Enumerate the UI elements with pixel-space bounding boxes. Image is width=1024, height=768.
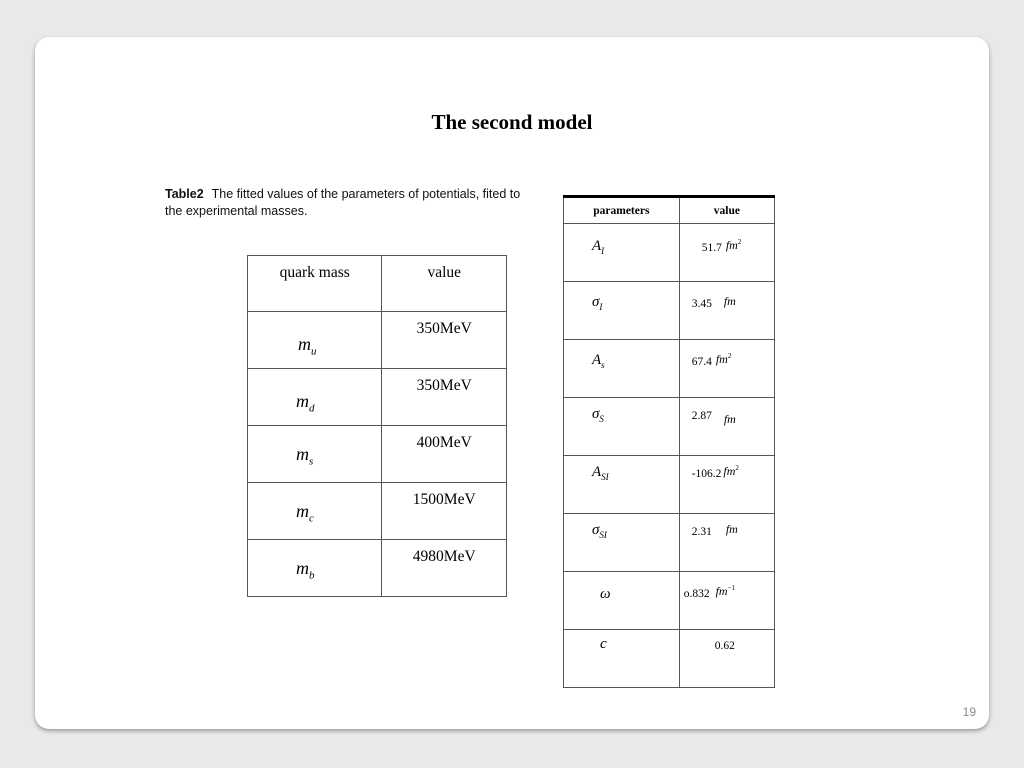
quark-symbol: $m_s$ xyxy=(296,444,314,468)
page-number: 19 xyxy=(962,705,976,719)
parameters-table xyxy=(563,195,775,688)
param-symbol: $\sigma_S$ xyxy=(592,406,604,424)
table-row xyxy=(564,340,775,398)
quark-value: 4980MeV xyxy=(412,548,476,565)
quark-symbol: $m_c$ xyxy=(296,501,314,525)
param-symbol: ω xyxy=(600,586,611,602)
table-row xyxy=(564,224,775,282)
param-symbol: $A_I$ xyxy=(592,238,605,256)
slide xyxy=(35,37,989,729)
quark-symbol: $m_u$ xyxy=(298,334,317,358)
table-row xyxy=(248,483,507,540)
slide-title: The second model xyxy=(431,110,593,134)
table-row xyxy=(564,572,775,630)
param-value: 51.7 $fm^2$ xyxy=(701,238,742,254)
param-symbol: c xyxy=(600,636,607,652)
table-header-row xyxy=(248,256,507,312)
param-symbol: $\sigma_{SI}$ xyxy=(592,522,607,540)
table-caption xyxy=(165,186,535,220)
table-row xyxy=(248,426,507,483)
param-value: 2.87 fm xyxy=(691,410,736,426)
param-value: 3.45 fm xyxy=(691,294,736,310)
quark-mass-table xyxy=(247,255,507,597)
header-value: value xyxy=(382,256,507,312)
param-value: o.832 $fm^{-1}$ xyxy=(683,584,736,600)
quark-value: 350MeV xyxy=(416,377,472,394)
table-row xyxy=(564,398,775,456)
quark-symbol: $m_b$ xyxy=(296,558,315,582)
caption-label: Table2 xyxy=(165,187,204,201)
table-row xyxy=(564,630,775,688)
table-header-row xyxy=(564,197,775,224)
quark-value: 400MeV xyxy=(416,434,472,451)
quark-value: 1500MeV xyxy=(412,491,476,508)
header-quark-mass: quark mass xyxy=(248,256,382,312)
param-value: -106.2 $fm^2$ xyxy=(691,464,739,480)
quark-value: 350MeV xyxy=(416,320,472,337)
table-row xyxy=(564,514,775,572)
param-value: 0.62 xyxy=(714,640,735,652)
header-value: value xyxy=(679,197,774,224)
table-row xyxy=(564,282,775,340)
param-value: 2.31 fm xyxy=(691,522,738,538)
caption-text: The fitted values of the parameters of potentials, fited to the experimental masses. xyxy=(165,187,521,218)
header-parameters: parameters xyxy=(564,197,680,224)
param-symbol: $\sigma_I$ xyxy=(592,294,603,312)
table-row xyxy=(248,312,507,369)
param-symbol: $A_s$ xyxy=(592,352,605,370)
table-row xyxy=(564,456,775,514)
param-symbol: $A_{SI}$ xyxy=(592,464,609,482)
table-row xyxy=(248,540,507,597)
param-value: 67.4 $fm^2$ xyxy=(691,352,732,368)
table-row xyxy=(248,369,507,426)
quark-symbol: $m_d$ xyxy=(296,391,315,415)
